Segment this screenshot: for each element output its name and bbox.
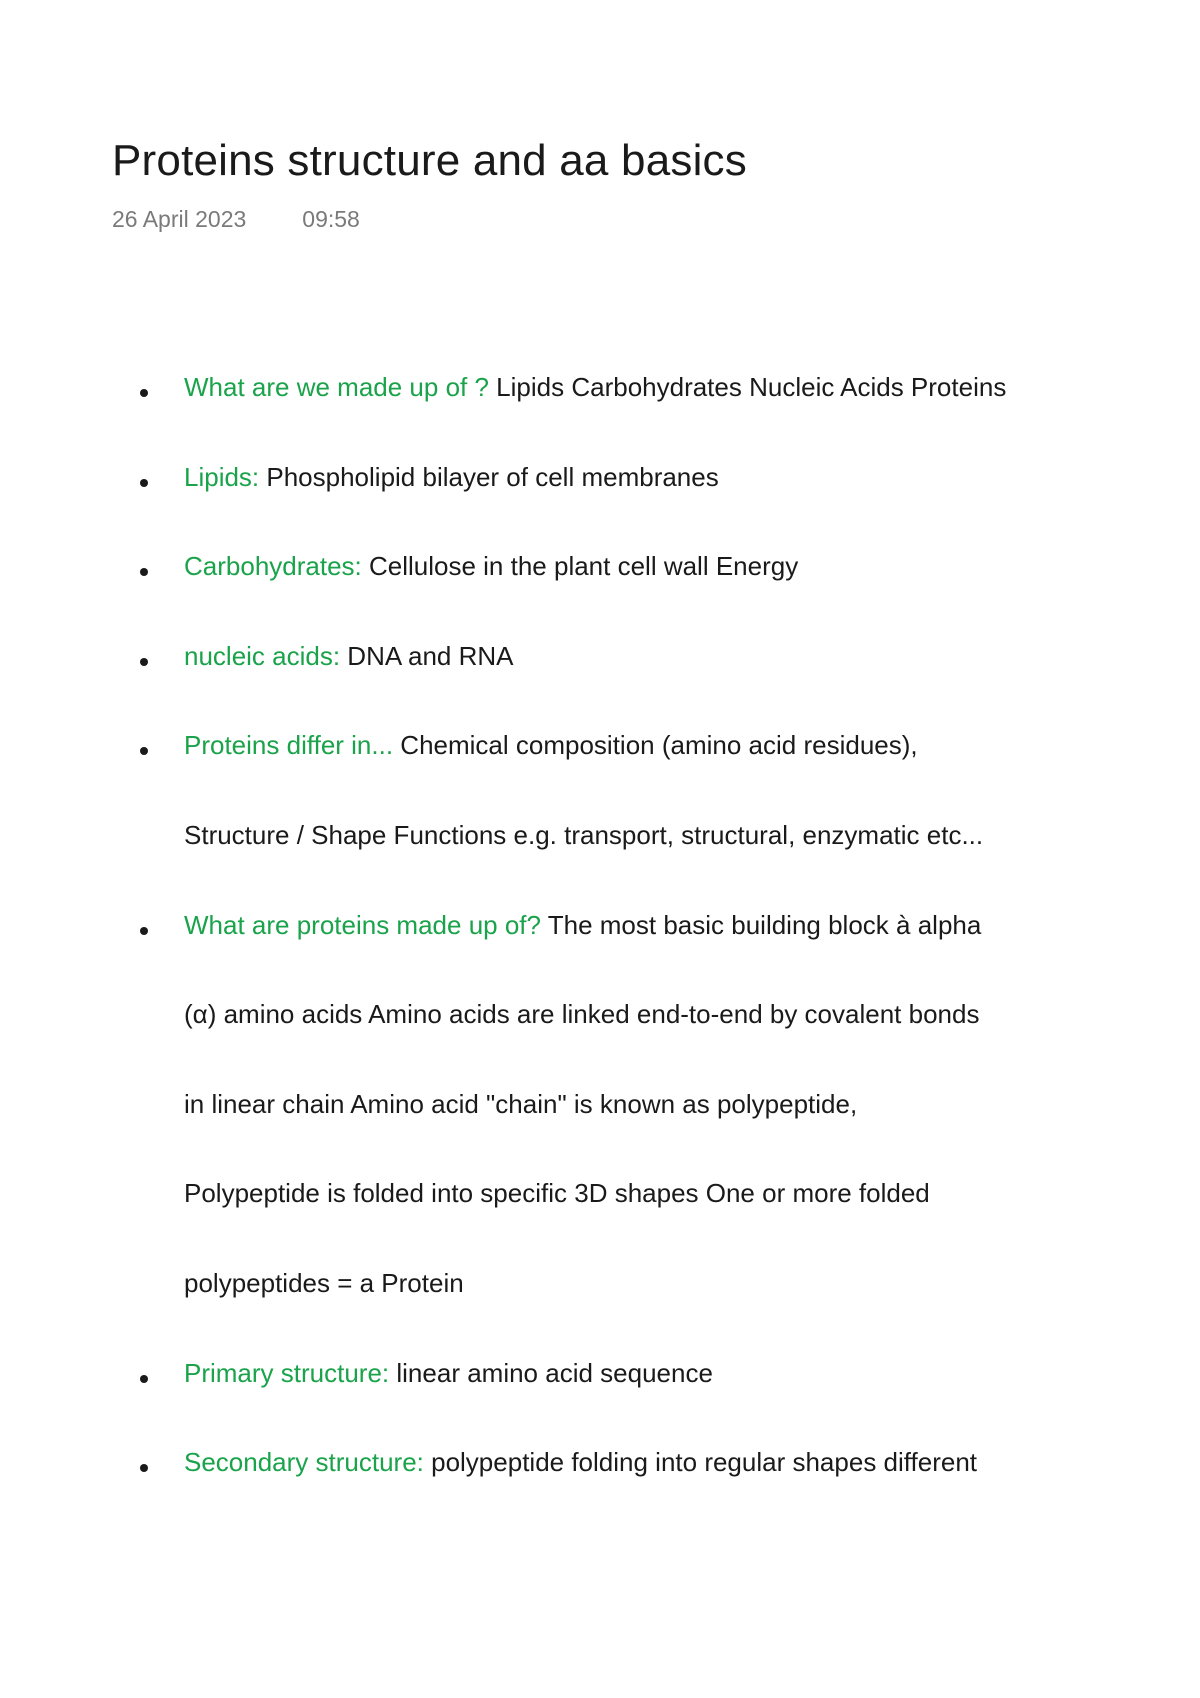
bullet-dot <box>140 658 148 666</box>
list-item <box>184 640 514 671</box>
note-meta <box>112 206 360 233</box>
bullet-dot <box>140 389 148 397</box>
list-item-heading: Primary structure: <box>184 1357 390 1388</box>
page-title: Proteins structure and aa basics <box>112 136 747 185</box>
list-item-heading: What are proteins made up of? <box>184 909 541 940</box>
list-item-heading: nucleic acids: <box>184 640 341 671</box>
list-item-continuation: Polypeptide is folded into specific 3D shapes One or more folded <box>184 1178 930 1209</box>
list-item-continuation: in linear chain Amino acid "chain" is known as polypeptide, <box>184 1088 858 1119</box>
list-item-text: Phospholipid bilayer of cell membranes <box>259 461 719 492</box>
list-item <box>184 1357 713 1388</box>
bullet-dot <box>140 479 148 487</box>
note-date: 26 April 2023 <box>112 206 247 232</box>
list-item-text: polypeptide folding into regular shapes different <box>423 1447 978 1478</box>
list-item-heading: Proteins differ in... <box>184 730 394 761</box>
list-item <box>184 551 799 582</box>
list-item <box>184 730 918 761</box>
bullet-dot <box>140 927 148 935</box>
list-item-continuation: Structure / Shape Functions e.g. transport, structural, enzymatic etc... <box>184 820 984 850</box>
list-item-text: linear amino acid sequence <box>389 1357 713 1388</box>
list-item <box>184 909 982 940</box>
list-item-text: The most basic building block à alpha <box>540 909 982 940</box>
list-item-text: Cellulose in the plant cell wall Energy <box>361 551 799 582</box>
list-item-heading: What are we made up of ? <box>184 372 489 402</box>
list-item-continuation: (α) amino acids Amino acids are linked end-to-end by covalent bonds <box>184 999 980 1030</box>
list-item-heading: Secondary structure: <box>184 1447 424 1478</box>
bullet-dot <box>140 1464 148 1472</box>
note-time: 09:58 <box>302 206 360 232</box>
list-item <box>184 461 719 492</box>
list-item-heading: Carbohydrates: <box>184 551 362 582</box>
list-item-text: Lipids Carbohydrates Nucleic Acids Proteins <box>488 372 1007 402</box>
list-item <box>184 1447 978 1478</box>
list-item-continuation: polypeptides = a Protein <box>184 1268 464 1298</box>
bullet-dot <box>140 747 148 755</box>
bullet-dot <box>140 568 148 576</box>
list-item-heading: Lipids: <box>184 461 260 492</box>
list-item-text: DNA and RNA <box>340 640 514 671</box>
bullet-dot <box>140 1375 148 1383</box>
list-item-text: Chemical composition (amino acid residues), <box>393 730 918 761</box>
list-item <box>184 374 1006 400</box>
